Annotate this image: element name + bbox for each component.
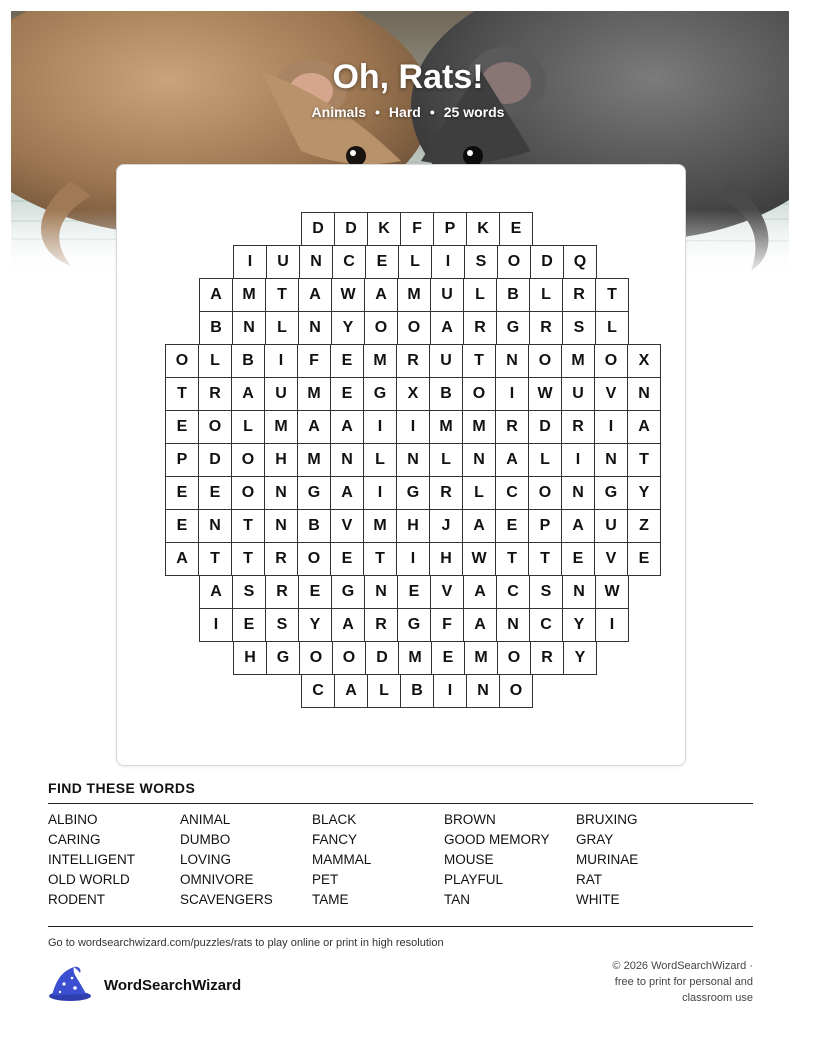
grid-cell: R [561,410,595,444]
grid-cell: K [367,212,401,246]
grid-cell: N [562,575,596,609]
grid-cell: C [496,575,530,609]
grid-cell: A [330,476,364,510]
grid-cell: B [400,674,434,708]
grid-cell: G [397,608,431,642]
grid-cell: B [199,311,233,345]
grid-cell: V [330,509,364,543]
grid-cell: T [528,542,562,576]
grid-cell: N [299,245,333,279]
grid-cell: I [433,674,467,708]
grid-cell: A [495,443,529,477]
grid-cell: E [165,476,199,510]
wizard-hat-icon [48,964,92,1007]
grid-cell: T [495,542,529,576]
grid-cell: V [430,575,464,609]
word-list-item: GRAY [576,832,614,847]
grid-cell: N [264,509,298,543]
grid-cell: M [462,410,496,444]
grid-cell: D [334,212,368,246]
grid-cell: U [594,509,628,543]
grid-cell: S [265,608,299,642]
word-count-label: 25 words [443,104,505,120]
grid-cell: R [364,608,398,642]
grid-cell: B [429,377,463,411]
grid-cell: Y [562,608,596,642]
grid-cell: A [231,377,265,411]
grid-cell: O [594,344,628,378]
grid-cell: O [231,476,265,510]
grid-cell: A [297,410,331,444]
grid-cell: M [232,278,266,312]
grid-cell: R [463,311,497,345]
grid-cell: J [429,509,463,543]
grid-cell: M [264,410,298,444]
grid-cell: I [233,245,267,279]
grid-cell: N [330,443,364,477]
grid-cell: M [429,410,463,444]
word-list-item: BLACK [312,812,357,827]
grid-cell: R [495,410,529,444]
grid-cell: L [463,278,497,312]
grid-cell: E [330,542,364,576]
grid-cell: U [266,245,300,279]
grid-cell: E [431,641,465,675]
grid-cell: N [396,443,430,477]
grid-cell: P [433,212,467,246]
grid-cell: N [495,344,529,378]
grid-cell: L [429,443,463,477]
grid-cell: I [199,608,233,642]
grid-cell: I [431,245,465,279]
grid-cell: O [297,542,331,576]
word-list-item: TAME [312,892,349,907]
grid-cell: N [561,476,595,510]
grid-cell: A [199,278,233,312]
grid-cell: V [594,542,628,576]
grid-cell: L [529,278,563,312]
word-list-item: CARING [48,832,101,847]
grid-cell: A [298,278,332,312]
grid-cell: L [367,674,401,708]
grid-cell: Y [627,476,661,510]
word-list-item: OMNIVORE [180,872,254,887]
grid-cell: O [497,245,531,279]
grid-cell: A [430,311,464,345]
grid-cell: N [462,443,496,477]
grid-cell: E [165,509,199,543]
word-list-item: MOUSE [444,852,494,867]
grid-cell: M [297,377,331,411]
grid-cell: L [231,410,265,444]
word-list-item: BROWN [444,812,496,827]
grid-cell: I [363,410,397,444]
grid-cell: G [266,641,300,675]
grid-cell: B [297,509,331,543]
grid-cell: X [396,377,430,411]
grid-cell: N [198,509,232,543]
meta-separator: • [375,104,380,120]
grid-cell: B [496,278,530,312]
grid-cell: W [528,377,562,411]
grid-cell: E [627,542,661,576]
grid-cell: M [464,641,498,675]
grid-cell: Y [563,641,597,675]
grid-cell: G [396,476,430,510]
brand[interactable] [48,964,241,1007]
grid-cell: A [331,608,365,642]
word-list-item: BRUXING [576,812,638,827]
grid-cell: R [562,278,596,312]
grid-cell: E [298,575,332,609]
grid-cell: I [595,608,629,642]
grid-cell: E [365,245,399,279]
puzzle-meta [0,104,816,120]
copyright-line: classroom use [682,992,753,1004]
grid-cell: C [495,476,529,510]
grid-cell: O [497,641,531,675]
word-list-item: DUMBO [180,832,231,847]
word-list-item: RAT [576,872,602,887]
grid-cell: H [396,509,430,543]
grid-cell: L [528,443,562,477]
grid-cell: R [265,575,299,609]
word-list-item: GOOD MEMORY [444,832,550,847]
grid-cell: S [562,311,596,345]
grid-cell: R [396,344,430,378]
word-list-item: MAMMAL [312,852,372,867]
grid-cell: D [365,641,399,675]
grid-cell: U [264,377,298,411]
grid-cell: A [561,509,595,543]
grid-cell: A [330,410,364,444]
grid-cell: G [496,311,530,345]
grid-cell: L [595,311,629,345]
grid-cell: H [233,641,267,675]
grid-cell: W [331,278,365,312]
grid-cell: A [462,509,496,543]
grid-cell: A [627,410,661,444]
divider [48,803,753,804]
grid-cell: A [463,608,497,642]
grid-cell: R [429,476,463,510]
grid-cell: L [462,476,496,510]
grid-cell: M [363,509,397,543]
grid-cell: V [594,377,628,411]
grid-cell: M [397,278,431,312]
grid-cell: O [299,641,333,675]
grid-cell: N [298,311,332,345]
grid-cell: C [301,674,335,708]
grid-cell: N [496,608,530,642]
grid-cell: I [495,377,529,411]
grid-cell: E [165,410,199,444]
grid-cell: O [364,311,398,345]
word-list-item: PLAYFUL [444,872,504,887]
grid-cell: M [297,443,331,477]
word-list-item: PET [312,872,339,887]
word-list-item: TAN [444,892,470,907]
word-list-item: SCAVENGERS [180,892,273,907]
grid-cell: D [198,443,232,477]
copyright [533,958,753,1006]
grid-cell: F [400,212,434,246]
grid-cell: E [330,344,364,378]
grid-cell: G [297,476,331,510]
grid-cell: M [561,344,595,378]
grid-cell: A [334,674,368,708]
grid-cell: T [165,377,199,411]
grid-cell: F [297,344,331,378]
grid-cell: Y [298,608,332,642]
word-list-item: WHITE [576,892,620,907]
grid-cell: W [595,575,629,609]
grid-cell: L [265,311,299,345]
word-list-item: ALBINO [48,812,98,827]
grid-cell: C [529,608,563,642]
grid-cell: E [495,509,529,543]
grid-cell: E [232,608,266,642]
grid-cell: B [231,344,265,378]
grid-cell: R [198,377,232,411]
grid-cell: E [499,212,533,246]
divider [48,926,753,927]
grid-cell: P [528,509,562,543]
word-list-item: RODENT [48,892,105,907]
grid-cell: T [462,344,496,378]
grid-cell: I [363,476,397,510]
grid-cell: H [429,542,463,576]
word-list-heading: FIND THESE WORDS [48,780,196,796]
grid-cell: O [332,641,366,675]
grid-cell: L [363,443,397,477]
grid-cell: L [398,245,432,279]
footer-link[interactable]: Go to wordsearchwizard.com/puzzles/rats to play online or print in high resolution [48,937,444,949]
grid-cell: X [627,344,661,378]
grid-cell: E [561,542,595,576]
grid-cell: D [528,410,562,444]
grid-cell: I [396,410,430,444]
copyright-line: © 2026 WordSearchWizard · [612,960,753,972]
grid-cell: R [264,542,298,576]
brand-name: WordSearchWizard [104,977,242,994]
grid-cell: R [530,641,564,675]
grid-cell: F [430,608,464,642]
grid-cell: O [528,476,562,510]
grid-cell: D [530,245,564,279]
grid-cell: S [529,575,563,609]
grid-cell: N [232,311,266,345]
grid-cell: O [165,344,199,378]
grid-cell: I [594,410,628,444]
grid-cell: T [231,509,265,543]
grid-cell: G [363,377,397,411]
grid-cell: C [332,245,366,279]
word-list-item: ANIMAL [180,812,231,827]
grid-cell: E [330,377,364,411]
grid-cell: A [165,542,199,576]
grid-cell: O [499,674,533,708]
grid-cell: T [231,542,265,576]
grid-cell: N [364,575,398,609]
grid-cell: G [331,575,365,609]
category-label: Animals [311,104,367,120]
grid-cell: H [264,443,298,477]
grid-cell: M [398,641,432,675]
word-list-item: LOVING [180,852,232,867]
grid-cell: Y [331,311,365,345]
grid-cell: U [430,278,464,312]
grid-cell: M [363,344,397,378]
grid-cell: R [529,311,563,345]
grid-cell: A [463,575,497,609]
grid-cell: O [198,410,232,444]
grid-cell: T [198,542,232,576]
grid-cell: N [264,476,298,510]
grid-cell: O [462,377,496,411]
grid-cell: P [165,443,199,477]
grid-cell: N [594,443,628,477]
word-list-item: MURINAE [576,852,639,867]
grid-cell: T [363,542,397,576]
grid-cell: W [462,542,496,576]
grid-cell: Z [627,509,661,543]
word-list-item: INTELLIGENT [48,852,136,867]
grid-cell: S [464,245,498,279]
word-list-item: OLD WORLD [48,872,130,887]
grid-cell: L [198,344,232,378]
grid-cell: O [231,443,265,477]
copyright-line: free to print for personal and [614,976,753,988]
grid-cell: Q [563,245,597,279]
meta-separator: • [429,104,435,120]
grid-cell: I [561,443,595,477]
grid-cell: E [198,476,232,510]
grid-cell: N [627,377,661,411]
grid-cell: I [264,344,298,378]
word-list-item: FANCY [312,832,358,847]
grid-cell: U [429,344,463,378]
grid-cell: T [627,443,661,477]
grid-cell: E [397,575,431,609]
grid-cell: A [199,575,233,609]
grid-cell: I [396,542,430,576]
difficulty-label: Hard [388,104,421,120]
grid-cell: T [595,278,629,312]
grid-cell: G [594,476,628,510]
puzzle-title: Oh, Rats! [332,58,484,96]
grid-cell: O [397,311,431,345]
puzzle-card [116,164,686,766]
grid-cell: D [301,212,335,246]
grid-cell: U [561,377,595,411]
grid-cell: A [364,278,398,312]
grid-cell: K [466,212,500,246]
grid-cell: O [528,344,562,378]
grid-cell: N [466,674,500,708]
grid-cell: S [232,575,266,609]
grid-cell: T [265,278,299,312]
